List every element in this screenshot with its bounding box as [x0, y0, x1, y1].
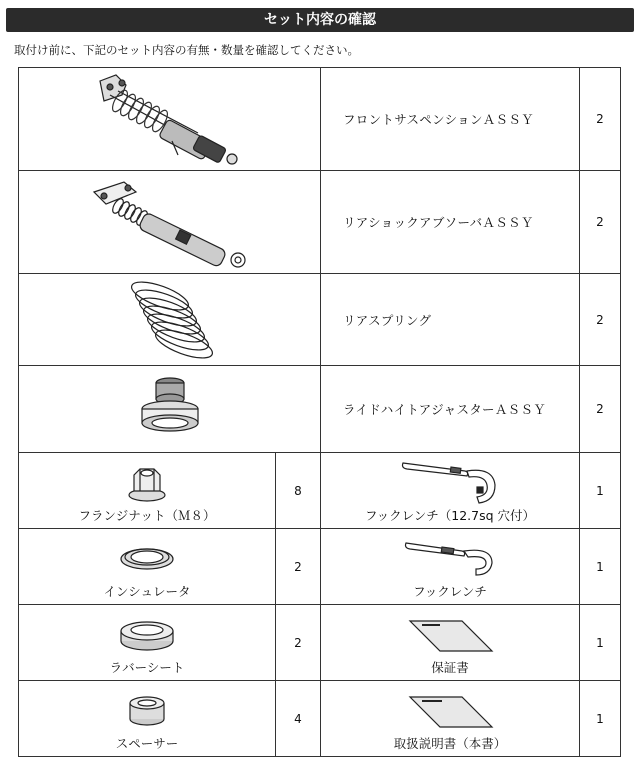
insulator-icon: [117, 541, 177, 577]
item-name: スペーサー: [115, 736, 179, 751]
section-title: セット内容の確認: [6, 8, 634, 32]
spacer-icon: [125, 691, 169, 729]
ride-height-adjuster-icon: [120, 369, 220, 449]
item-name: 保証書: [431, 660, 469, 675]
table-row: [19, 366, 621, 453]
item-name: ラバーシート: [109, 660, 185, 675]
intro-text: 取付け前に、下記のセット内容の有無・数量を確認してください。: [14, 43, 359, 57]
item-cell: [19, 529, 276, 605]
item-quantity: 8: [276, 453, 321, 529]
item-name: リアショックアブソーバＡＳＳＹ: [321, 171, 580, 274]
item-quantity: 4: [276, 681, 321, 757]
item-cell: [19, 681, 276, 757]
item-name: フランジナット（Ｍ８）: [78, 508, 216, 523]
item-cell: [19, 453, 276, 529]
item-quantity: 2: [276, 529, 321, 605]
item-cell: [321, 681, 580, 757]
item-name: フックレンチ（12.7sq 穴付）: [364, 508, 536, 523]
item-cell: [19, 605, 276, 681]
rubber-seat-icon: [117, 615, 177, 655]
item-image-cell: [19, 68, 321, 171]
warranty-document-icon: [400, 615, 500, 655]
item-name: ライドハイトアジャスターＡＳＳＹ: [321, 366, 580, 453]
table-row: [19, 274, 621, 366]
item-quantity: 2: [580, 274, 621, 366]
item-name: 取扱説明書（本書）: [393, 736, 507, 751]
rear-spring-icon: [100, 276, 240, 364]
table-row: [19, 68, 621, 171]
item-quantity: 1: [580, 529, 621, 605]
item-name: インシュレータ: [103, 584, 191, 599]
item-quantity: 1: [580, 681, 621, 757]
item-quantity: 1: [580, 453, 621, 529]
item-cell: [321, 529, 580, 605]
item-name: フックレンチ: [413, 584, 487, 599]
item-image-cell: [19, 274, 321, 366]
flange-nut-icon: [124, 463, 170, 505]
rear-shock-icon: [60, 172, 280, 272]
item-quantity: 1: [580, 605, 621, 681]
item-cell: [321, 453, 580, 529]
item-quantity: 2: [580, 171, 621, 274]
item-image-cell: [19, 171, 321, 274]
table-row: [19, 171, 621, 274]
item-quantity: 2: [276, 605, 321, 681]
table-row: [19, 529, 621, 605]
item-quantity: 2: [580, 68, 621, 171]
table-row: [19, 681, 621, 757]
table-row: [19, 605, 621, 681]
item-quantity: 2: [580, 366, 621, 453]
kit-contents-table: [18, 67, 621, 757]
table-row: [19, 453, 621, 529]
manual-document-icon: [400, 691, 500, 731]
item-cell: [321, 605, 580, 681]
front-suspension-icon: [60, 69, 280, 169]
hook-wrench-square-icon: [395, 457, 505, 509]
item-name: フロントサスペンションＡＳＳＹ: [321, 68, 580, 171]
item-image-cell: [19, 366, 321, 453]
hook-wrench-icon: [400, 535, 500, 579]
item-name: リアスプリング: [321, 274, 580, 366]
